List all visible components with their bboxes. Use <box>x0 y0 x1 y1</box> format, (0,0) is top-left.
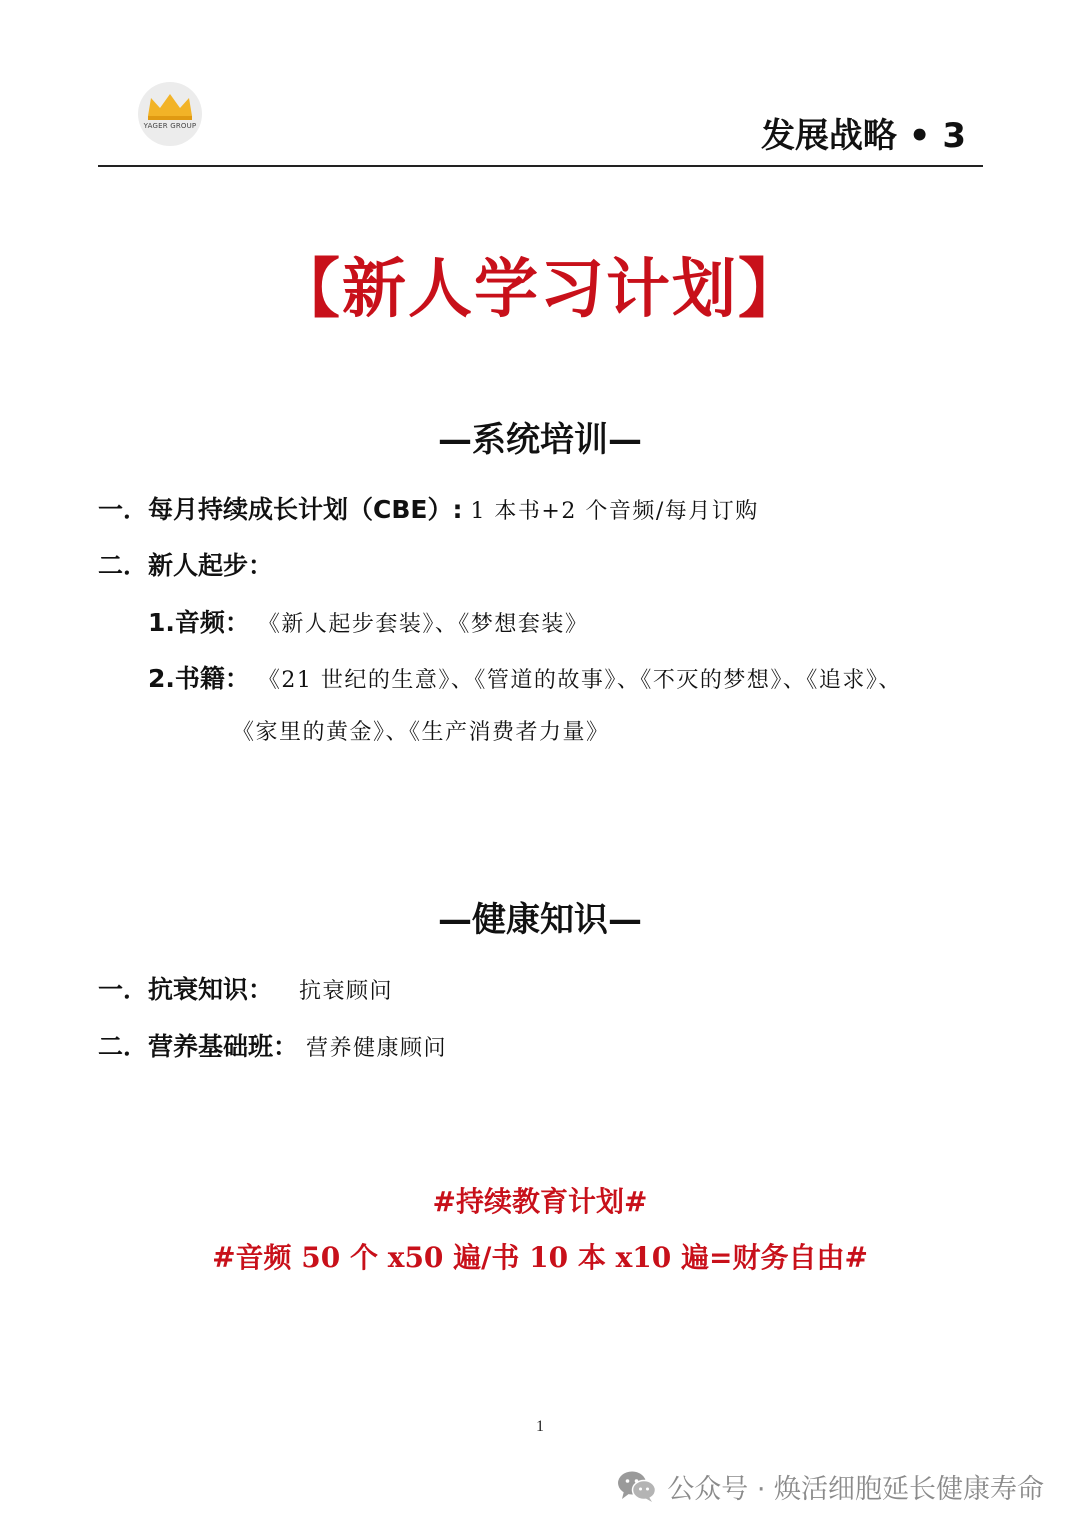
sub-item-value: 《新人起步套装》、《梦想套装》 <box>257 612 589 637</box>
item-label: 一．抗衰知识： <box>98 975 274 1004</box>
logo-wordmark: YAGER GROUP <box>143 122 197 130</box>
training-sub-item-books <box>148 659 902 695</box>
health-item-anti-aging <box>98 970 393 1006</box>
item-label: 二．新人起步： <box>98 551 274 580</box>
sub-item-label: 1.音频： <box>148 608 250 637</box>
wechat-icon <box>617 1469 657 1503</box>
item-value: 1 本书+2 个音频/每月订购 <box>470 499 759 524</box>
training-books-continuation <box>232 715 610 746</box>
wechat-watermark <box>617 1466 1044 1506</box>
header-title: 发展战略 • 3 <box>760 116 966 156</box>
crown-logo-icon <box>134 82 206 146</box>
slogan-line-1: #持续教育计划# <box>432 1185 648 1218</box>
item-label: 二．营养基础班： <box>98 1032 299 1061</box>
main-title: 【新人学习计划】 <box>276 253 804 327</box>
section-heading-health: —健康知识— <box>438 900 642 940</box>
training-item-newcomer <box>98 546 273 582</box>
page-number: 1 <box>536 1418 544 1435</box>
item-value: 抗衰顾问 <box>298 979 393 1004</box>
training-item-cbe <box>98 490 759 526</box>
slogan-line-2: #音频 50 个 x50 遍/书 10 本 x10 遍=财务自由# <box>212 1241 868 1274</box>
watermark-text: 公众号 · 焕活细胞延长健康寿命 <box>667 1473 1044 1505</box>
sub-item-value: 《21 世纪的生意》、《管道的故事》、《不灭的梦想》、《追求》、 <box>257 668 902 693</box>
company-logo <box>134 82 206 146</box>
header-divider <box>98 165 983 167</box>
health-item-nutrition <box>98 1027 447 1063</box>
section-heading-training: —系统培训— <box>438 420 642 460</box>
item-label: 一．每月持续成长计划（CBE）: <box>98 495 463 524</box>
item-value: 营养健康顾问 <box>305 1036 447 1061</box>
training-sub-item-audio <box>148 603 588 639</box>
continuation-value: 《家里的黄金》、《生产消费者力量》 <box>232 720 610 745</box>
sub-item-label: 2.书籍： <box>148 664 250 693</box>
